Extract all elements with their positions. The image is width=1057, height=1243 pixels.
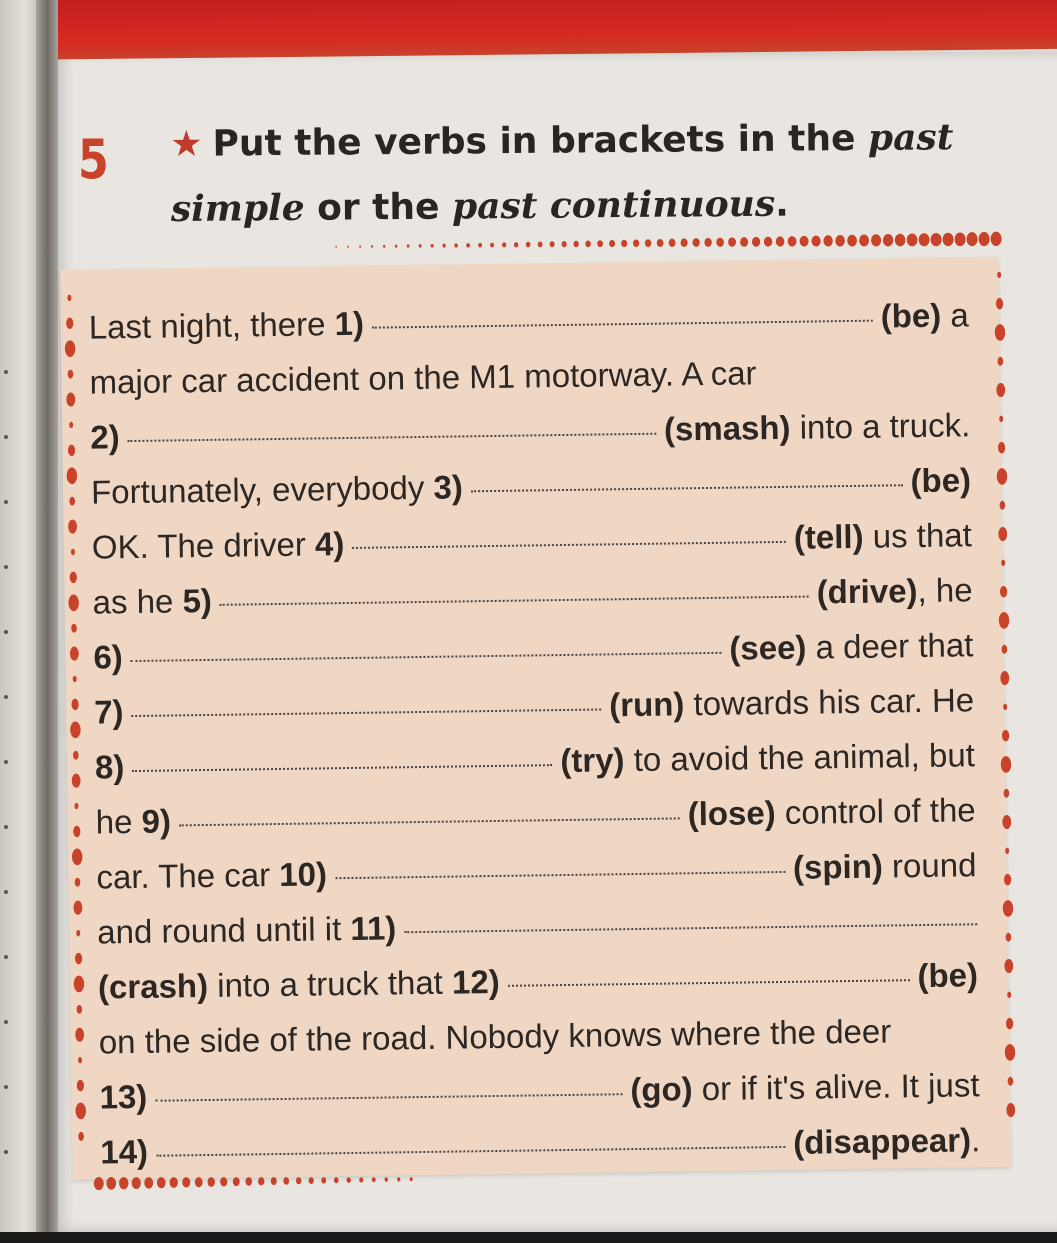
decorative-dot bbox=[73, 826, 80, 838]
decorative-dot bbox=[1002, 815, 1011, 829]
line-text: towards his car. He bbox=[684, 681, 975, 723]
decorative-dot bbox=[997, 468, 1008, 485]
decorative-dot bbox=[1001, 756, 1012, 773]
decorative-dot bbox=[1002, 730, 1009, 742]
decorative-dot bbox=[207, 1177, 215, 1187]
verb-prompt: (run) bbox=[608, 685, 685, 724]
line-text: and round until it bbox=[96, 910, 351, 951]
decorative-dot bbox=[442, 244, 445, 248]
decorative-dot bbox=[998, 357, 1004, 366]
decorative-dot bbox=[657, 239, 664, 247]
decorative-dot bbox=[77, 1080, 84, 1092]
decorative-dot bbox=[1001, 560, 1005, 566]
decorative-dot bbox=[419, 244, 422, 248]
answer-blank[interactable] bbox=[131, 652, 722, 662]
decorative-dot bbox=[67, 295, 71, 301]
decorative-dot bbox=[1008, 1077, 1014, 1086]
decorative-dot bbox=[70, 647, 79, 661]
star-icon: ★ bbox=[170, 123, 203, 165]
decorative-dot bbox=[68, 445, 75, 457]
decorative-dot bbox=[967, 232, 978, 246]
decorative-dot bbox=[1000, 671, 1009, 685]
decorative-dot bbox=[371, 245, 373, 248]
decorative-dot bbox=[258, 1177, 264, 1185]
decorative-dot bbox=[859, 234, 869, 246]
verb-prompt: (spin) bbox=[792, 847, 884, 886]
decorative-dot bbox=[321, 1177, 326, 1184]
answer-blank[interactable] bbox=[220, 596, 809, 606]
answer-blank[interactable] bbox=[155, 1093, 622, 1102]
decorative-dot bbox=[478, 243, 482, 248]
decorative-dot bbox=[359, 245, 361, 247]
decorative-dot bbox=[1005, 1044, 1016, 1061]
decorative-dot bbox=[800, 236, 809, 247]
decorative-dot bbox=[514, 242, 519, 247]
decorative-dot bbox=[220, 1177, 227, 1186]
verb-prompt: (try) bbox=[560, 741, 625, 780]
decorative-dot bbox=[1006, 933, 1012, 942]
decorative-dot bbox=[296, 1177, 302, 1184]
answer-blank[interactable] bbox=[471, 484, 903, 492]
decorative-dot bbox=[573, 241, 578, 248]
decorative-dot bbox=[78, 1132, 84, 1141]
book-gutter bbox=[36, 0, 58, 1232]
verb-prompt: (disappear) bbox=[792, 1121, 972, 1161]
decorative-dot bbox=[73, 751, 79, 760]
decorative-dot bbox=[1005, 848, 1009, 854]
decorative-dot bbox=[883, 234, 893, 246]
decorative-dot bbox=[75, 878, 81, 887]
decorative-dot bbox=[996, 383, 1005, 397]
decorative-dot bbox=[585, 240, 591, 247]
decorative-dot bbox=[67, 467, 78, 484]
decorative-dot bbox=[397, 1177, 400, 1181]
gap-number: 2) bbox=[90, 418, 120, 456]
decorative-dot bbox=[764, 237, 773, 247]
decorative-dot bbox=[704, 238, 712, 247]
decorative-dot bbox=[633, 239, 639, 247]
decorative-dot bbox=[68, 370, 74, 379]
decorative-dot bbox=[182, 1177, 190, 1188]
decorative-dot bbox=[70, 572, 77, 584]
decorative-dot bbox=[1004, 874, 1011, 886]
gap-number: 9) bbox=[141, 802, 172, 840]
decorative-dot bbox=[895, 234, 906, 247]
verb-prompt: (be) bbox=[880, 296, 942, 335]
decorative-dot bbox=[359, 1177, 363, 1182]
decorative-dot bbox=[871, 234, 881, 246]
gap-number: 5) bbox=[182, 581, 213, 620]
decorative-dot bbox=[74, 803, 78, 809]
decorative-dot bbox=[1006, 1018, 1013, 1030]
decorative-dot bbox=[999, 416, 1003, 422]
decorative-dot bbox=[68, 519, 77, 533]
decorative-dot bbox=[384, 1177, 388, 1182]
verb-prompt: (crash) bbox=[97, 967, 209, 1006]
decorative-dot bbox=[1002, 645, 1008, 654]
decorative-dot bbox=[752, 237, 760, 247]
decorative-dot bbox=[233, 1177, 240, 1186]
line-text: into a truck that bbox=[207, 963, 453, 1005]
answer-blank[interactable] bbox=[372, 320, 873, 329]
decorative-dot bbox=[195, 1177, 203, 1187]
bottom-edge bbox=[0, 1232, 1057, 1243]
decorative-dot bbox=[271, 1177, 277, 1185]
gap-number: 4) bbox=[314, 525, 345, 563]
decorative-dot bbox=[811, 236, 820, 247]
decorative-dot bbox=[995, 324, 1006, 341]
decorative-dot bbox=[561, 241, 566, 247]
decorative-dot bbox=[1007, 992, 1011, 998]
line-text: into a truck. bbox=[790, 406, 971, 446]
decorative-dot bbox=[76, 930, 80, 936]
decorative-dot bbox=[74, 976, 85, 993]
decorative-dot bbox=[76, 1005, 82, 1014]
decorative-dot bbox=[490, 243, 494, 248]
instruction-italic-2: past continuous bbox=[451, 182, 776, 228]
decorative-dot bbox=[72, 848, 83, 865]
line-text: control of the bbox=[775, 791, 976, 832]
instruction-text-end: . bbox=[774, 183, 789, 225]
verb-prompt: (smash) bbox=[663, 408, 791, 448]
instruction-text-2: or the bbox=[304, 186, 453, 229]
decorative-dot bbox=[1004, 959, 1013, 973]
gap-number: 7) bbox=[93, 693, 124, 731]
decorative-dot bbox=[692, 238, 699, 247]
decorative-dot bbox=[431, 244, 434, 248]
answer-blank[interactable] bbox=[156, 1146, 785, 1157]
decorative-dot bbox=[1003, 900, 1014, 917]
line-text: as he bbox=[92, 582, 183, 621]
answer-blank[interactable] bbox=[132, 708, 602, 717]
decorative-dot bbox=[383, 245, 385, 248]
decorative-dot bbox=[71, 549, 75, 555]
decorative-dot bbox=[335, 246, 337, 248]
answer-blank[interactable] bbox=[404, 923, 977, 933]
decorative-dot bbox=[395, 245, 398, 248]
decorative-dot bbox=[978, 232, 989, 246]
decorative-dot bbox=[550, 241, 555, 247]
gap-number: 14) bbox=[100, 1132, 149, 1171]
decorative-dot bbox=[681, 238, 688, 247]
exercise-text-box bbox=[60, 257, 1011, 1180]
left-page-dots bbox=[4, 370, 16, 1170]
decorative-dot bbox=[66, 392, 75, 406]
line-text: Fortunately, everybody bbox=[90, 468, 434, 511]
decorative-dot bbox=[1004, 789, 1010, 798]
decorative-dot bbox=[73, 901, 82, 915]
verb-prompt: (tell) bbox=[793, 517, 864, 556]
line-text: a deer that bbox=[806, 626, 974, 666]
decorative-dot bbox=[75, 1103, 86, 1120]
decorative-dot bbox=[609, 240, 615, 247]
decorative-dot bbox=[955, 232, 966, 246]
decorative-dot bbox=[740, 237, 748, 247]
gap-number: 1) bbox=[334, 304, 365, 343]
gap-number: 12) bbox=[451, 962, 500, 1001]
gap-number: 3) bbox=[433, 468, 464, 506]
decorative-dot bbox=[71, 624, 77, 633]
decorative-dot bbox=[309, 1177, 314, 1184]
decorative-dot bbox=[69, 497, 75, 506]
decorative-dot bbox=[835, 235, 845, 247]
decorative-dot bbox=[466, 243, 470, 247]
decorative-dot bbox=[847, 235, 857, 247]
decorative-dot bbox=[245, 1177, 252, 1186]
decorative-dot bbox=[454, 243, 458, 247]
decorative-dot bbox=[998, 442, 1005, 454]
line-text: or if it's alive. It just bbox=[692, 1066, 980, 1108]
verb-prompt: (see) bbox=[729, 628, 807, 667]
decorative-dot bbox=[407, 244, 410, 247]
decorative-dot bbox=[1000, 586, 1007, 598]
gap-number: 11) bbox=[350, 909, 397, 948]
decorative-dot bbox=[716, 238, 724, 247]
decorative-dot bbox=[75, 1028, 84, 1042]
decorative-dot bbox=[997, 272, 1001, 278]
instruction-italic-1: past simple bbox=[170, 116, 954, 230]
decorative-dot bbox=[597, 240, 603, 247]
exercise-instruction bbox=[170, 105, 991, 242]
line-text: round bbox=[882, 846, 977, 885]
decorative-dot bbox=[283, 1177, 289, 1185]
line-text: . bbox=[970, 1121, 981, 1159]
decorative-dot bbox=[65, 340, 76, 357]
decorative-dot bbox=[823, 235, 832, 246]
decorative-dot bbox=[776, 236, 785, 246]
exercise-text bbox=[88, 287, 980, 1179]
line-text: , he bbox=[917, 571, 973, 610]
decorative-dot bbox=[996, 298, 1003, 310]
decorative-dot bbox=[502, 242, 506, 247]
line-text: he bbox=[95, 802, 142, 841]
gap-number: 6) bbox=[93, 638, 124, 676]
decorative-dot bbox=[372, 1177, 376, 1182]
decorative-dot bbox=[728, 237, 736, 247]
decorative-dot bbox=[410, 1177, 413, 1181]
decorative-dot bbox=[538, 242, 543, 248]
decorative-dot bbox=[919, 233, 930, 246]
decorative-dot bbox=[78, 1057, 82, 1063]
decorative-dot bbox=[1006, 1103, 1015, 1117]
line-text: major car accident on the M1 motorway. A car bbox=[89, 354, 757, 401]
decorative-dot bbox=[669, 239, 676, 247]
answer-blank[interactable] bbox=[335, 871, 785, 879]
decorative-dot bbox=[1003, 704, 1007, 710]
decorative-dot bbox=[72, 774, 81, 788]
instruction-text-1: Put the verbs in brackets in the bbox=[212, 117, 869, 165]
verb-prompt: (go) bbox=[630, 1070, 693, 1109]
decorative-dot bbox=[621, 240, 627, 247]
decorative-dot bbox=[157, 1177, 166, 1188]
decorative-dot bbox=[907, 233, 918, 246]
verb-prompt: (drive) bbox=[816, 572, 918, 611]
gap-number: 10) bbox=[279, 855, 328, 893]
gap-number: 13) bbox=[99, 1077, 148, 1116]
verb-prompt: (be) bbox=[910, 461, 972, 500]
decorative-dot bbox=[526, 242, 531, 248]
answer-blank[interactable] bbox=[179, 817, 680, 826]
red-header-band bbox=[0, 0, 1057, 60]
decorative-dot bbox=[645, 239, 652, 247]
decorative-dot bbox=[71, 699, 78, 711]
decorative-dot bbox=[347, 246, 349, 248]
verb-prompt: (lose) bbox=[687, 794, 776, 833]
decorative-dot bbox=[73, 676, 77, 682]
verb-prompt: (be) bbox=[917, 956, 979, 995]
decorative-dot bbox=[170, 1177, 178, 1188]
line-text: OK. The driver bbox=[91, 525, 316, 566]
line-text: Last night, there bbox=[88, 305, 335, 346]
decorative-dot bbox=[68, 594, 79, 611]
answer-blank[interactable] bbox=[508, 979, 910, 987]
decorative-dot bbox=[69, 422, 73, 428]
exercise-number: 5 bbox=[78, 128, 109, 191]
decorative-dot bbox=[931, 233, 942, 246]
decorative-dot bbox=[70, 721, 81, 738]
line-text: car. The car bbox=[96, 855, 280, 896]
decorative-dot bbox=[990, 232, 1001, 247]
answer-blank[interactable] bbox=[352, 541, 786, 549]
decorative-dot bbox=[999, 612, 1010, 629]
line-text: on the side of the road. Nobody knows where the deer bbox=[98, 1012, 892, 1061]
answer-blank[interactable] bbox=[132, 764, 552, 772]
answer-blank[interactable] bbox=[128, 433, 656, 442]
decorative-dot bbox=[75, 953, 82, 965]
gap-number: 8) bbox=[94, 748, 125, 786]
decorative-dot bbox=[334, 1177, 339, 1183]
line-text: a bbox=[940, 296, 969, 334]
decorative-dot bbox=[346, 1177, 350, 1183]
decorative-dot bbox=[1000, 501, 1006, 510]
decorative-dot bbox=[943, 233, 954, 247]
line-text: to avoid the animal, but bbox=[624, 736, 976, 779]
line-text: us that bbox=[863, 516, 973, 555]
decorative-dot bbox=[788, 236, 797, 247]
decorative-dot bbox=[998, 527, 1007, 541]
decorative-dot bbox=[66, 317, 73, 329]
